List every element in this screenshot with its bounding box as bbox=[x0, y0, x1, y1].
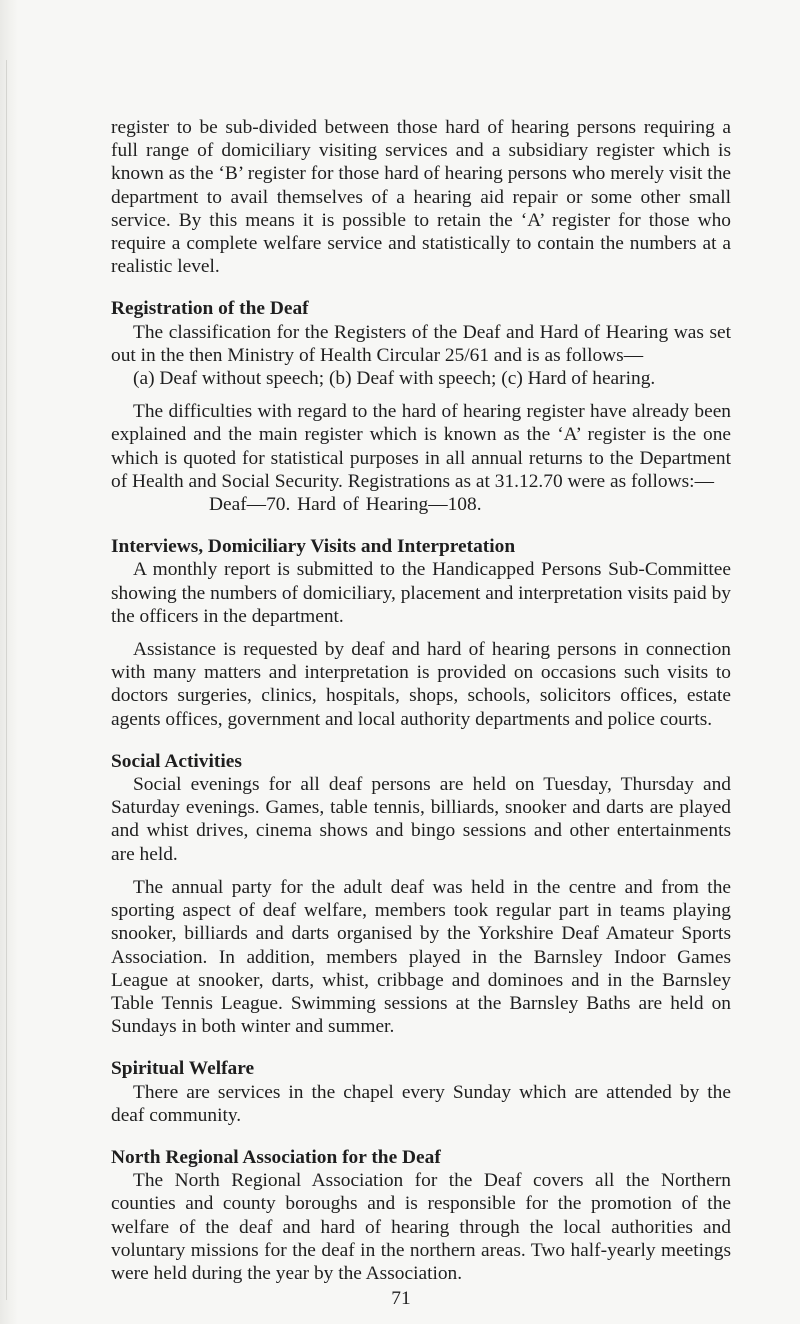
spiritual-heading: Spiritual Welfare bbox=[111, 1058, 255, 1080]
registration-heading: Registration of the Deaf bbox=[111, 298, 309, 320]
interviews-paragraph-1: A monthly report is submitted to the Handicapped Persons Sub-Committee showing the numbers of domiciliary, placement and interpretation visits paid by the officers in the department. bbox=[111, 559, 731, 627]
page-number: 71 bbox=[391, 1288, 411, 1310]
document-page bbox=[111, 116, 731, 1310]
interviews-paragraph-2: Assistance is requested by deaf and hard of hearing persons in connection with many matters and interpretation is provided on occasions such visits to doctors surgeries, clinics, hospitals, shops, schools, solicitors offices, estate agents offices, government and local authority departments and police courts. bbox=[111, 639, 731, 730]
social-paragraph-2: The annual party for the adult deaf was held in the centre and from the sporting aspect of deaf welfare, members took regular part in teams playing snooker, billiards and darts organised by the Yorkshire Deaf Amateur Sports Association. In addition, members played in the Barnsley Indoor Games League at snooker, darts, whist, cribbage and dominoes and in the Barnsley Table Tennis League. Swimming sessions at the Barnsley Baths are held on Sundays in both winter and summer. bbox=[111, 876, 731, 1038]
registration-classes: (a) Deaf without speech; (b) Deaf with speech; (c) Hard of hearing. bbox=[133, 368, 656, 390]
registration-paragraph-1: The classification for the Registers of the Deaf and Hard of Hearing was set out in the then Ministry of Health Circular 25/61 and is as follows— bbox=[111, 321, 731, 366]
social-heading: Social Activities bbox=[111, 750, 242, 772]
north-regional-heading: North Regional Association for the Deaf bbox=[111, 1146, 441, 1168]
page-left-edge-shadow bbox=[0, 0, 18, 1324]
intro-paragraph: register to be sub-divided between those hard of hearing persons requiring a full range of domiciliary visiting services and a subsidiary register which is known as the ‘B’ register for those hard of hearing persons who merely visit the department to avail themselves of a hearing aid repair or some other small service. By this means it is possible to retain the ‘A’ register for those who require a complete welfare service and statistically to contain the numbers at a realistic level. bbox=[111, 117, 731, 278]
interviews-heading: Interviews, Domiciliary Visits and Interpretation bbox=[111, 536, 516, 558]
registration-paragraph-2: The difficulties with regard to the hard of hearing register have already been explained and the main register which is known as the ‘A’ register is the one which is quoted for statistical purposes in all annual returns to the Department of Health and Social Security. Registrations as at 31.12.70 were as follows:— bbox=[111, 401, 731, 492]
page-left-edge-line bbox=[6, 60, 7, 1300]
north-regional-paragraph-1: The North Regional Association for the Deaf covers all the Northern counties and county boroughs and is responsible for the promotion of the welfare of the deaf and hard of hearing through the local authorities and voluntary missions for the deaf in the northern areas. Two half-yearly meetings were held during the year by the Association. bbox=[111, 1170, 731, 1284]
social-paragraph-1: Social evenings for all deaf persons are held on Tuesday, Thursday and Saturday evenings. Games, table tennis, billiards, snooker and darts are played and whist drives, cinema shows and bingo sessions and other entertainments are held. bbox=[111, 774, 731, 865]
registration-figures: Deaf—70. Hard of Hearing—108. bbox=[209, 494, 482, 516]
spiritual-paragraph-1: There are services in the chapel every Sunday which are attended by the deaf community. bbox=[111, 1081, 731, 1126]
